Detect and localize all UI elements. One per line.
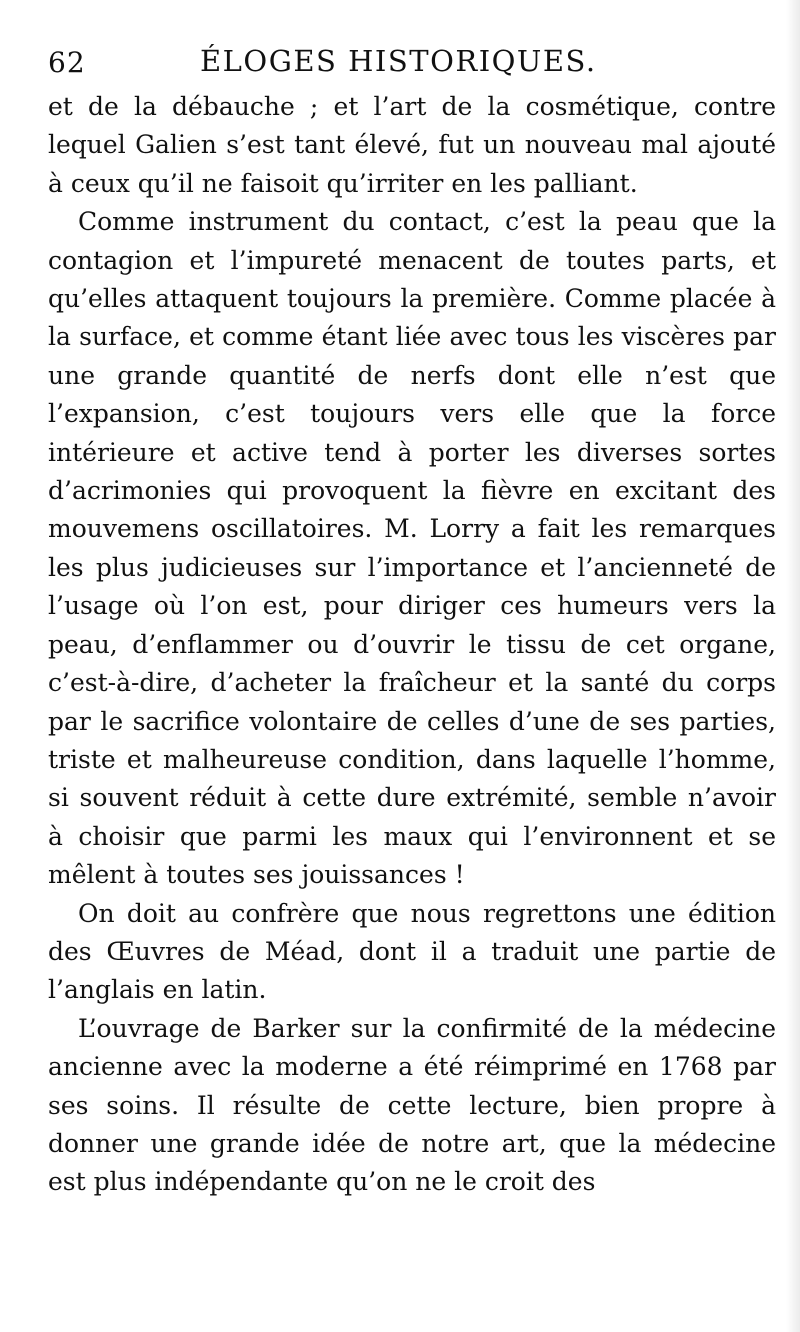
- body-text: [48, 88, 776, 1202]
- paragraph-barker-work: L’ouvrage de Barker sur la confirmité de la médecine ancienne avec la moderne a été réimprimé en 1768 par ses soins. Il résulte de cette lecture, bien propre à donner une grande idée de notre art, que la médecine est plus indépendante qu’on ne le croit des: [48, 1013, 776, 1197]
- page-number: 62: [48, 46, 86, 79]
- paragraph-continuation: et de la débauche ; et l’art de la cosmétique, contre lequel Galien s’est tant élevé, fut un nouveau mal ajouté à ceux qu’il ne faisoit qu’irriter en les palliant.: [48, 92, 776, 198]
- paragraph-mead-edition: On doit au confrère que nous regrettons une édition des Œuvres de Méad, dont il a traduit une partie de l’anglais en latin.: [48, 898, 776, 1005]
- running-head: [48, 44, 776, 88]
- paragraph-skin-contact: Comme instrument du contact, c’est la peau que la contagion et l’impureté menacent de toutes parts, et qu’elles attaquent toujours la première. Comme placée à la surface, et comme étant liée avec tous les viscères par une grande quantité de nerfs dont elle n’est que l’expansion, c’est toujours vers elle que la force intérieure et active tend à porter les diverses sortes d’acrimonies qui provoquent la fièvre en excitant des mouvemens oscillatoires. M. Lorry a fait les remarques les plus judicieuses sur l’importance et l’ancienneté de l’usage où l’on est, pour diriger ces humeurs vers la peau, d’enflammer ou d’ouvrir le tissu de cet organe, c’est-à-dire, d’acheter la fraîcheur et la santé du corps par le sacrifice volontaire de celles d’une de ses parties, triste et malheureuse condition, dans laquelle l’homme, si souvent réduit à cette dure extrémité, semble n’avoir à choisir que parmi les maux qui l’environnent et se mêlent à toutes ses jouissances !: [48, 207, 776, 890]
- running-title: ÉLOGES HISTORIQUES.: [200, 44, 597, 78]
